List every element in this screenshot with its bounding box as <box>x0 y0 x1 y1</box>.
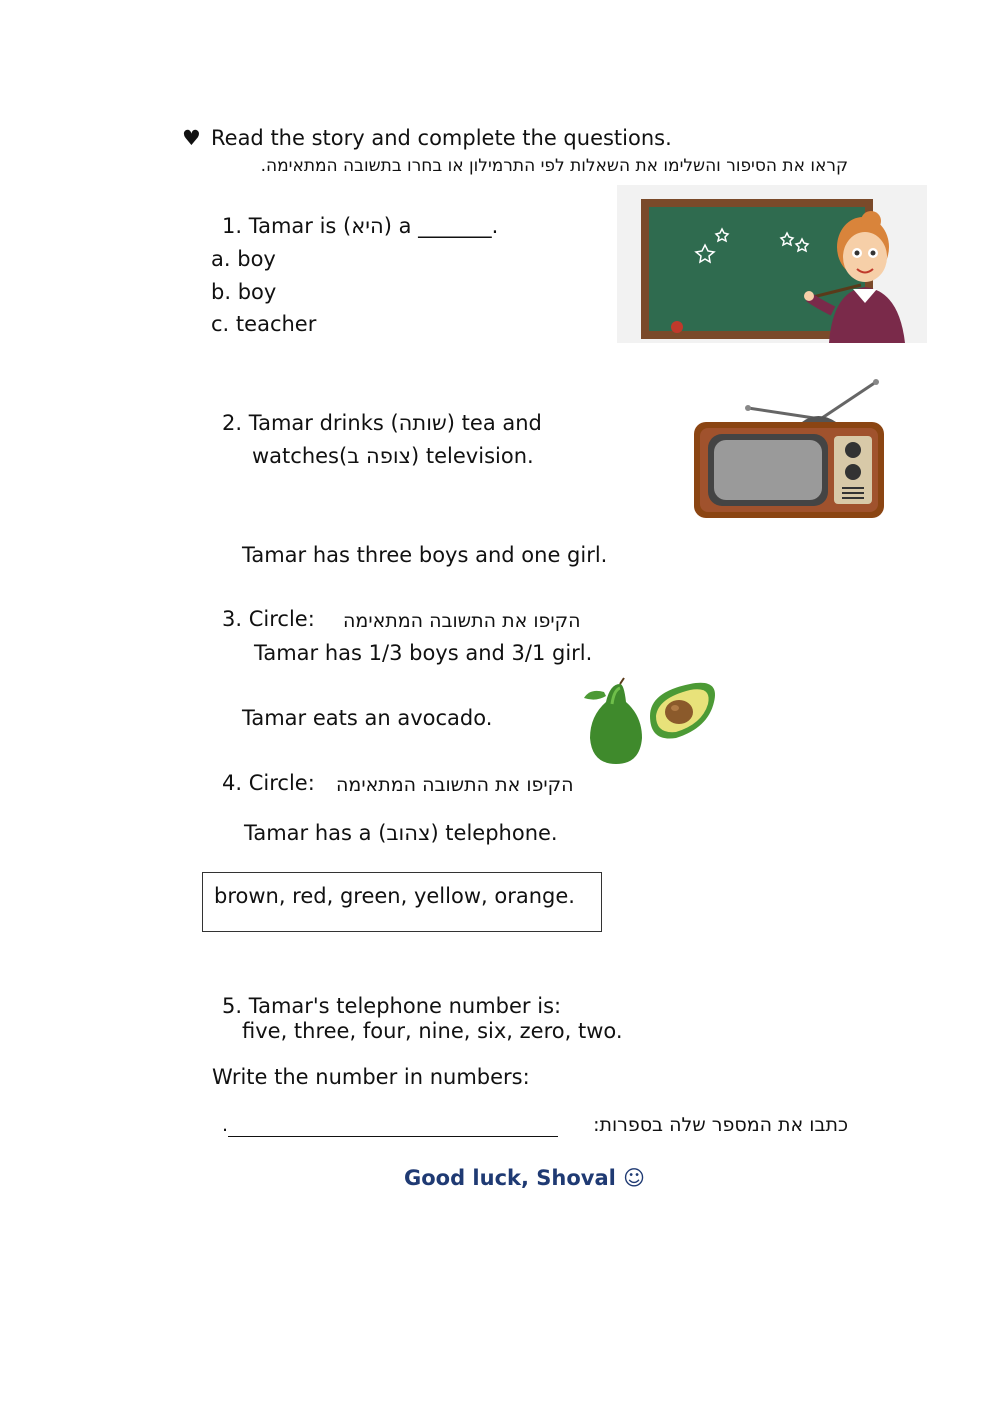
story-line-2: Tamar eats an avocado. <box>242 706 493 730</box>
answer-line-row <box>222 1112 848 1140</box>
option-label: boy <box>237 247 276 271</box>
question-text: Tamar drinks (שותה) tea and <box>248 411 542 435</box>
answer-instruction-hebrew: כתבו את המספר שלה בספרות: <box>593 1114 848 1136</box>
option-label: boy <box>237 280 277 304</box>
answer-blank[interactable] <box>228 1136 558 1137</box>
teacher-illustration <box>617 185 927 343</box>
circle-instruction-hebrew: הקיפו את התשובה המתאימה <box>336 774 574 796</box>
closing-message: Good luck, Shoval ☺ <box>404 1166 646 1190</box>
option-letter: a. <box>211 247 231 271</box>
circle-instruction-hebrew: הקיפו את התשובה המתאימה <box>343 610 581 632</box>
question-number: 1. <box>222 214 243 238</box>
circle-label: Circle: <box>248 771 315 795</box>
question-3-text: Tamar has 1/3 boys and 3/1 girl. <box>254 641 593 665</box>
write-instruction: Write the number in numbers: <box>212 1065 530 1089</box>
option-b <box>211 280 276 304</box>
question-text: Tamar's telephone number is: <box>248 994 562 1018</box>
circle-label: Circle: <box>248 607 315 631</box>
question-3 <box>222 607 315 631</box>
answer-period: . <box>222 1114 229 1136</box>
option-a <box>211 247 276 271</box>
question-4-text: Tamar has a (צהוב) telephone. <box>244 821 558 845</box>
question-number: 3. <box>222 607 243 631</box>
instruction-english: Read the story and complete the questions. <box>211 126 672 150</box>
question-number: 5. <box>222 994 243 1018</box>
avocado-illustration <box>580 676 720 766</box>
instruction-hebrew: קראו את הסיפור והשלימו את השאלות לפי התרמילון או בחרו בתשובה המתאימה. <box>260 156 848 176</box>
question-number: 2. <box>222 411 243 435</box>
question-2 <box>222 411 542 435</box>
question-4 <box>222 771 315 795</box>
phone-number-words: five, three, four, nine, six, zero, two. <box>242 1019 623 1043</box>
option-letter: b. <box>211 280 232 304</box>
option-letter: c. <box>211 312 230 336</box>
question-1 <box>222 214 498 238</box>
question-5 <box>222 994 561 1018</box>
question-text: Tamar is (היא) a _______. <box>248 214 499 238</box>
option-c <box>211 312 316 336</box>
story-line-1: Tamar has three boys and one girl. <box>242 543 608 567</box>
option-label: teacher <box>235 312 317 336</box>
instruction-bullet: ♥ <box>182 126 201 150</box>
television-illustration <box>690 378 890 520</box>
question-2-line-2: watches(צופה ב) television. <box>252 444 534 468</box>
question-number: 4. <box>222 771 243 795</box>
color-options: brown, red, green, yellow, orange. <box>214 884 575 908</box>
